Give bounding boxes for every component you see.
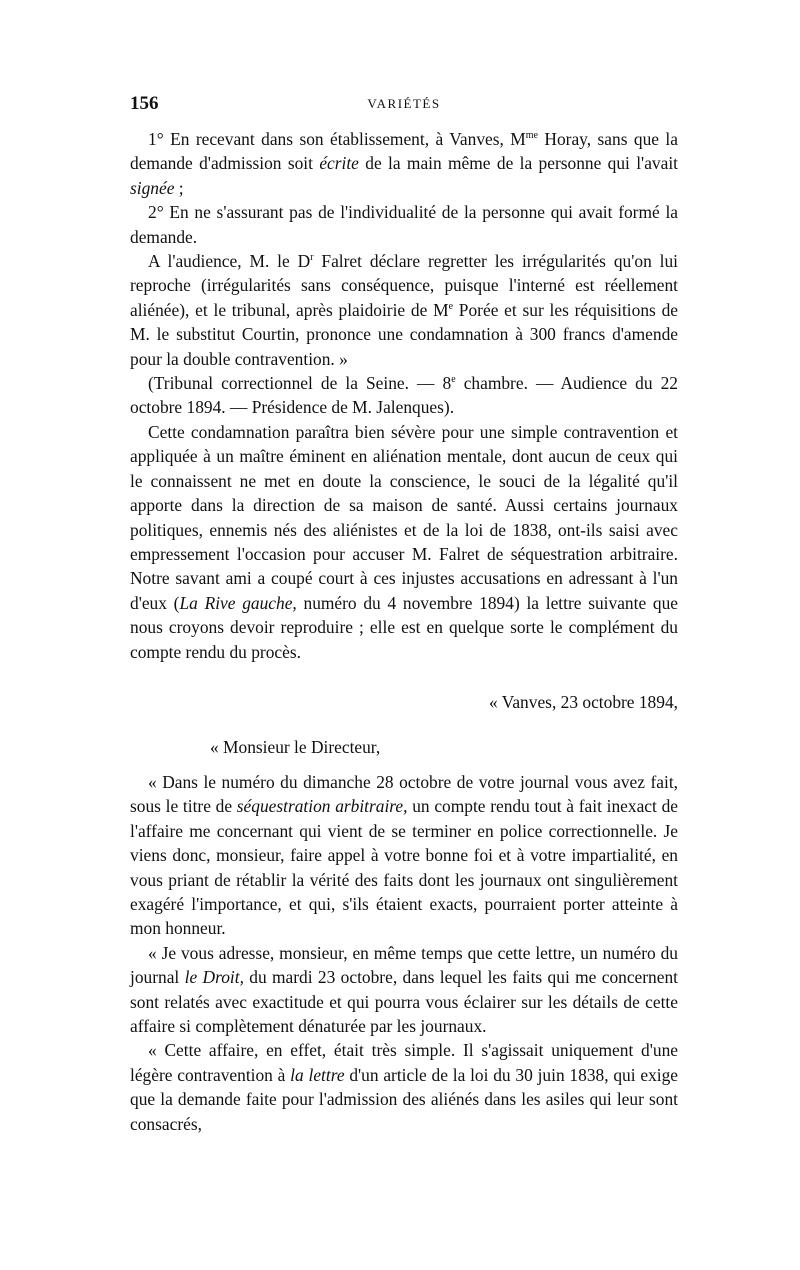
p3-text-c: Porée et sur les réquisitions de M. le substitut Courtin, prononce une condamnation à 300 francs d'amende pour la double contravention. » <box>130 299 678 369</box>
paragraph-1 <box>130 127 678 200</box>
lp3-text-a: « Cette affaire, en effet, était très simple. Il s'agissait uniquement d'une légère contravention à <box>130 1040 678 1085</box>
p4-text-a: (Tribunal correctionnel de la Seine. — 8 <box>148 373 452 394</box>
lp1-text-c: un compte rendu tout à fait inexact de l'affaire me concernant qui vient de se terminer en police correctionnelle. Je viens donc, monsieur, faire appel à votre bonne foi et à votre impartialité, en vous priant de rétablir la vérité des faits dont les journaux ont singulièrement exagéré l'importance, et qui, s'ils étaient exacts, pourraient porter atteinte à mon honneur. <box>130 796 678 939</box>
p4-text-b: chambre. — Audience du 22 octobre 1894. — Présidence de M. Jalenques). <box>130 373 678 418</box>
p3-text-a: A l'audience, M. le D <box>148 251 311 272</box>
letter-paragraph-2 <box>130 941 678 1039</box>
p3-superscript-r: r <box>310 252 314 264</box>
lp2-text-a: « Je vous adresse, monsieur, en même temps que cette lettre, un numéro du journal <box>130 942 678 988</box>
p1-text-f: ; <box>174 177 184 198</box>
letter-salutation: « Monsieur le Directeur, <box>210 737 381 757</box>
page-number: 156 <box>130 93 159 114</box>
p1-superscript: me <box>525 130 538 142</box>
lp3-text-c: d'un article de la loi du 30 juin 1838, qui exige que la demande faite pour l'admission des aliénés dans les asiles qui leur sont consacrés, <box>130 1064 679 1134</box>
p5-text-c: numéro du 4 novembre 1894) la lettre suivante que nous croyons devoir reproduire ; elle est en quelque sorte le complément du compte rendu du procès. <box>130 592 678 662</box>
page-header <box>130 93 678 117</box>
paragraph-2: 2° En ne s'assurant pas de l'individualité de la personne qui avait formé la demande. <box>130 202 678 247</box>
p1-italic-ecrite: écrite <box>319 153 359 174</box>
p4-superscript: e <box>451 374 456 386</box>
lp1-text-a: « Dans le numéro du dimanche 28 octobre de votre journal vous avez fait, sous le titre de <box>130 772 678 817</box>
body-text <box>130 127 678 664</box>
p1-text-a: 1° En recevant dans son établissement, à Vanves, M <box>148 129 526 149</box>
lp3-italic: la lettre <box>290 1064 345 1085</box>
letter-dateline: « Vanves, 23 octobre 1894, <box>488 692 678 712</box>
paragraph-3 <box>130 249 678 371</box>
p1-italic-signee: signée <box>130 177 175 198</box>
p1-text-d: de la main même de la personne qui l'avait <box>358 153 678 174</box>
letter-paragraph-1 <box>130 770 678 941</box>
lp2-text-c: du mardi 23 octobre, dans lequel les faits qui me concernent sont relatés avec exactitude et qui pourra vous éclairer sur les détails de cette affaire si complètement dénaturée par les journaux. <box>130 967 679 1037</box>
lp2-italic: le Droit, <box>184 967 244 988</box>
p1-text-b: Horay, sans que la demande d'admission soit <box>130 129 678 174</box>
letter-body <box>130 770 678 1136</box>
running-head: VARIÉTÉS <box>367 96 441 111</box>
p3-superscript-e: e <box>448 301 454 313</box>
paragraph-5 <box>130 420 678 664</box>
p5-italic-journal: La Rive gauche, <box>179 592 297 613</box>
letter-paragraph-3 <box>130 1038 678 1136</box>
lp1-italic: séquestration arbitraire, <box>236 796 408 817</box>
p3-text-b: Falret déclare regretter les irrégularités qu'on lui reproche (irrégularités sans conséquence, puisque l'interné est réellement aliénée), et le tribunal, après plaidoirie de M <box>130 251 679 320</box>
paragraph-4 <box>130 371 678 420</box>
p5-text-a: Cette condamnation paraîtra bien sévère pour une simple contravention et appliquée à un maître éminent en aliénation mentale, dont aucun de ceux qui le connaissent ne met en doute la conscience, le souci de la légalité qu'il apporte dans la direction de sa maison de santé. Aussi certains journaux politiques, ennemis nés des aliénistes et de la loi de 1838, ont-ils saisi avec empressement l'occasion pour accuser M. Falret de séquestration arbitraire. Notre savant ami a coupé court à ces injustes accusations en adressant à l'un d'eux ( <box>130 421 678 613</box>
